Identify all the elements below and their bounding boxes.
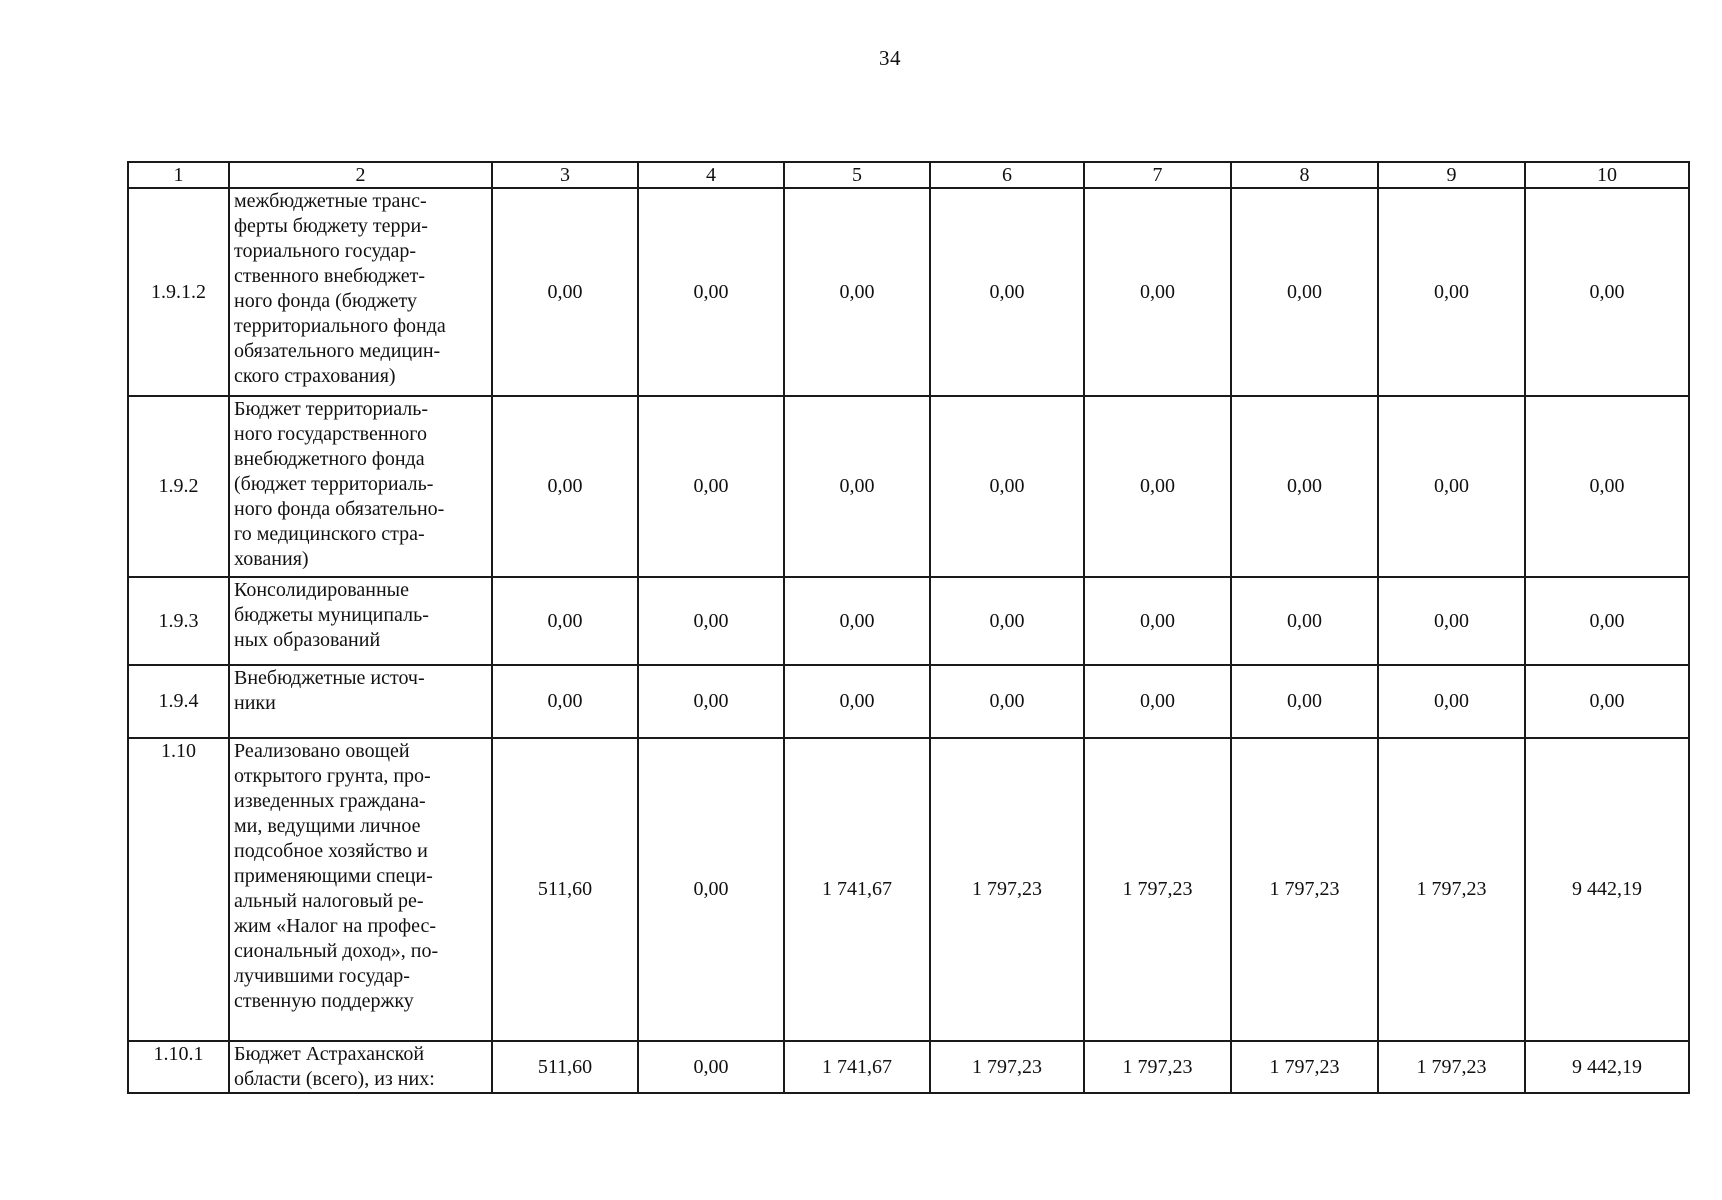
row-description xyxy=(229,1041,492,1093)
cell-value: 1 797,23 xyxy=(930,738,1084,1041)
cell-value: 0,00 xyxy=(1231,665,1378,738)
cell-value: 1 797,23 xyxy=(1084,1041,1231,1093)
cell-value: 0,00 xyxy=(638,1041,784,1093)
row-description xyxy=(229,738,492,1041)
table-row xyxy=(128,577,1689,665)
cell-value: 0,00 xyxy=(1084,577,1231,665)
cell-value: 0,00 xyxy=(1231,396,1378,577)
cell-value: 0,00 xyxy=(784,396,930,577)
cell-value: 0,00 xyxy=(784,577,930,665)
cell-value: 1 741,67 xyxy=(784,1041,930,1093)
cell-value: 511,60 xyxy=(492,738,638,1041)
cell-value: 1 797,23 xyxy=(1084,738,1231,1041)
table-row xyxy=(128,1041,1689,1093)
cell-value: 0,00 xyxy=(1525,665,1689,738)
table-row xyxy=(128,188,1689,396)
cell-value: 0,00 xyxy=(1231,577,1378,665)
cell-value: 0,00 xyxy=(492,577,638,665)
row-description-text: Бюджет территориаль- ного государственного внебюджетного фонда (бюджет территориаль- ного фонда обязательно- го медицинского стра- хования) xyxy=(234,398,445,570)
cell-value: 0,00 xyxy=(638,665,784,738)
cell-value: 0,00 xyxy=(1378,577,1525,665)
column-header: 2 xyxy=(229,162,492,188)
cell-value: 1 797,23 xyxy=(1231,738,1378,1041)
cell-value: 0,00 xyxy=(638,188,784,396)
row-code: 1.10 xyxy=(128,738,229,1041)
row-description xyxy=(229,396,492,577)
cell-value: 9 442,19 xyxy=(1525,1041,1689,1093)
row-description-text: Внебюджетные источ- ники xyxy=(234,667,425,714)
table-row xyxy=(128,738,1689,1041)
cell-value: 0,00 xyxy=(930,396,1084,577)
row-description-text: Реализовано овощей открытого грунта, про- изведенных граждана- ми, ведущими личное подсобное хозяйство и применяющими специ- альный налоговый ре- жим «Налог на профес- сиональный доход», по- лучившими государ- ственную поддержку xyxy=(234,740,439,1012)
cell-value: 0,00 xyxy=(1084,188,1231,396)
cell-value: 0,00 xyxy=(1378,665,1525,738)
row-description xyxy=(229,188,492,396)
table-header-row xyxy=(128,162,1689,188)
column-header: 1 xyxy=(128,162,229,188)
cell-value: 0,00 xyxy=(784,188,930,396)
column-header: 7 xyxy=(1084,162,1231,188)
row-code: 1.10.1 xyxy=(128,1041,229,1093)
cell-value: 9 442,19 xyxy=(1525,738,1689,1041)
cell-value: 0,00 xyxy=(1525,188,1689,396)
cell-value: 1 797,23 xyxy=(1378,738,1525,1041)
row-description xyxy=(229,577,492,665)
row-code: 1.9.3 xyxy=(128,577,229,665)
row-description-text: межбюджетные транс- ферты бюджету терри- ториального государ- ственного внебюджет- ного фонда (бюджету территориального фонда обязательного медицин- ского страхования) xyxy=(234,190,446,387)
cell-value: 0,00 xyxy=(930,188,1084,396)
cell-value: 0,00 xyxy=(1231,188,1378,396)
data-table xyxy=(127,161,1690,1094)
row-code: 1.9.4 xyxy=(128,665,229,738)
cell-value: 0,00 xyxy=(638,577,784,665)
row-description xyxy=(229,665,492,738)
row-description-text: Консолидированные бюджеты муниципаль- ных образований xyxy=(234,579,429,651)
column-header: 5 xyxy=(784,162,930,188)
cell-value: 511,60 xyxy=(492,1041,638,1093)
cell-value: 0,00 xyxy=(638,396,784,577)
row-code: 1.9.2 xyxy=(128,396,229,577)
table-row xyxy=(128,665,1689,738)
cell-value: 0,00 xyxy=(638,738,784,1041)
column-header: 3 xyxy=(492,162,638,188)
cell-value: 1 797,23 xyxy=(930,1041,1084,1093)
table-row xyxy=(128,396,1689,577)
cell-value: 1 741,67 xyxy=(784,738,930,1041)
column-header: 9 xyxy=(1378,162,1525,188)
cell-value: 0,00 xyxy=(1378,188,1525,396)
cell-value: 0,00 xyxy=(1084,396,1231,577)
cell-value: 0,00 xyxy=(1525,577,1689,665)
cell-value: 0,00 xyxy=(784,665,930,738)
column-header: 6 xyxy=(930,162,1084,188)
row-description-text: Бюджет Астраханской области (всего), из них: xyxy=(234,1043,435,1090)
cell-value: 0,00 xyxy=(1378,396,1525,577)
cell-value: 1 797,23 xyxy=(1231,1041,1378,1093)
cell-value: 1 797,23 xyxy=(1378,1041,1525,1093)
cell-value: 0,00 xyxy=(492,396,638,577)
column-header: 8 xyxy=(1231,162,1378,188)
cell-value: 0,00 xyxy=(1084,665,1231,738)
column-header: 10 xyxy=(1525,162,1689,188)
column-header: 4 xyxy=(638,162,784,188)
cell-value: 0,00 xyxy=(930,577,1084,665)
cell-value: 0,00 xyxy=(492,665,638,738)
page-number: 34 xyxy=(879,46,901,70)
cell-value: 0,00 xyxy=(930,665,1084,738)
cell-value: 0,00 xyxy=(492,188,638,396)
row-code: 1.9.1.2 xyxy=(128,188,229,396)
cell-value: 0,00 xyxy=(1525,396,1689,577)
